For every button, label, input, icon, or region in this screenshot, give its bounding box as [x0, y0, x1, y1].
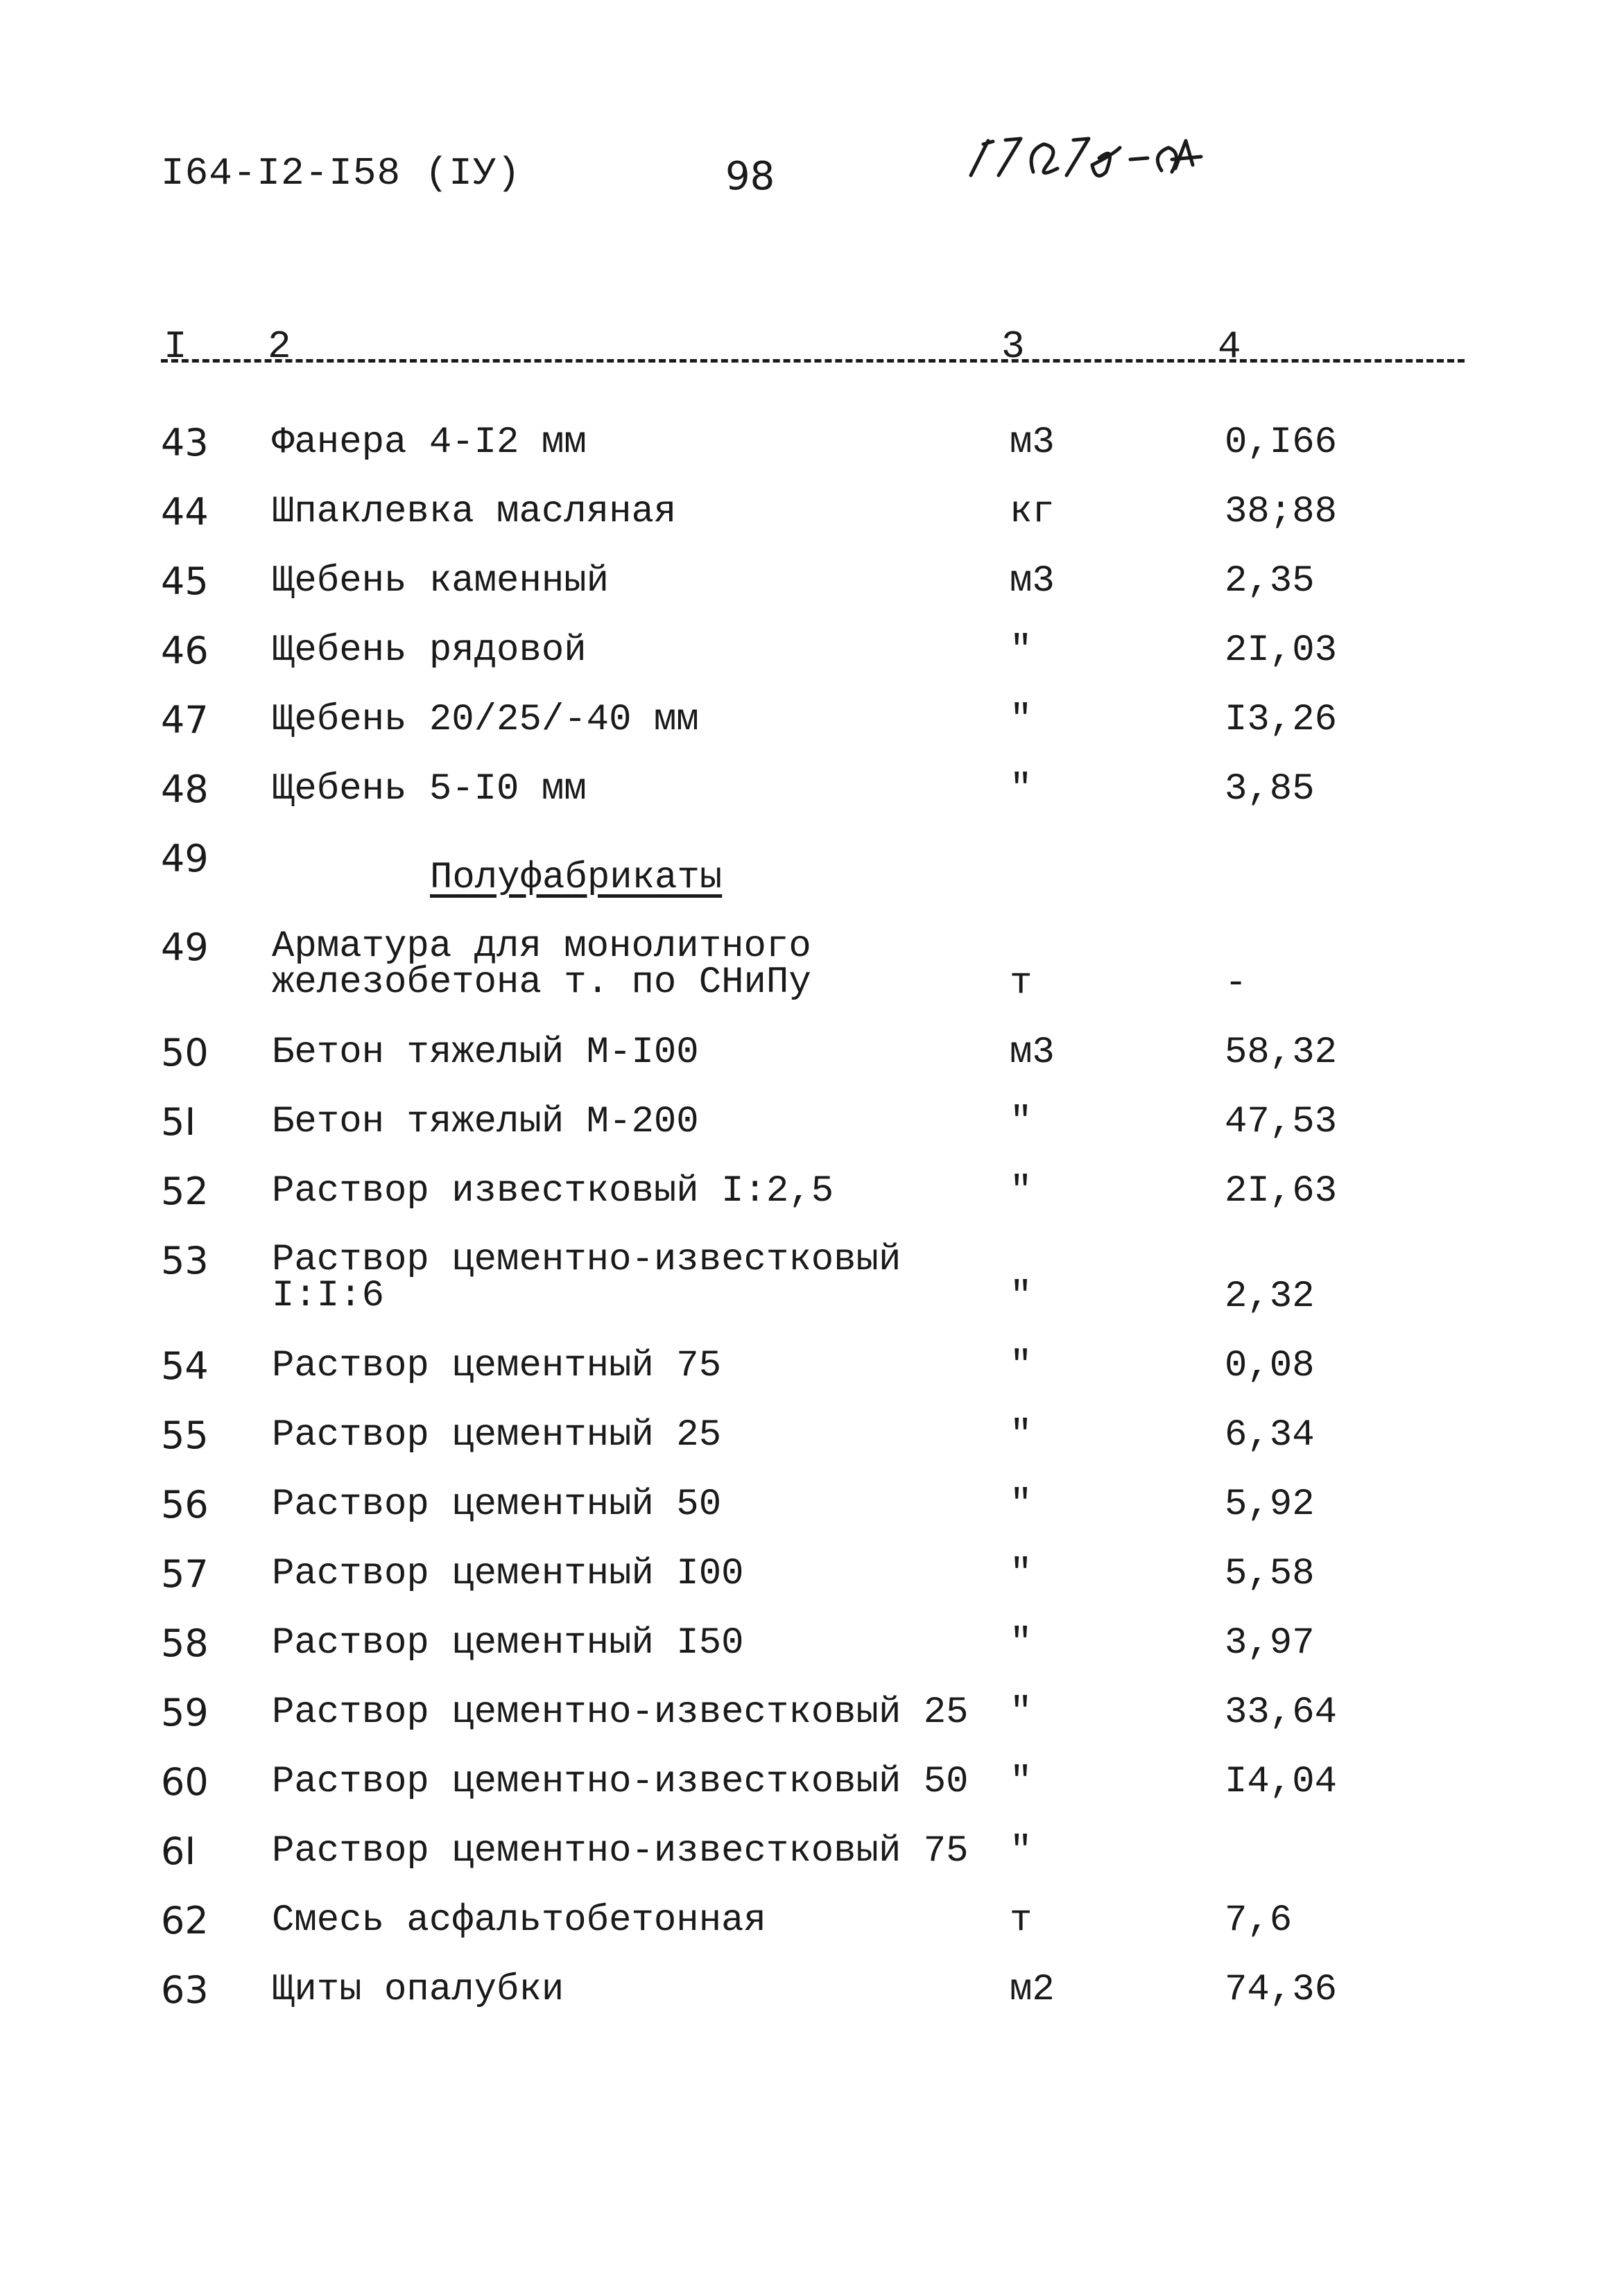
row-value: 33,64	[1225, 1691, 1338, 1734]
table-row	[0, 1621, 1597, 1694]
row-value: 7,6	[1225, 1899, 1293, 1942]
row-unit: т	[1010, 962, 1033, 1004]
page-number: 98	[725, 154, 775, 199]
row-number: 53	[161, 1239, 209, 1282]
row-value: 2,35	[1225, 560, 1315, 602]
row-unit: "	[1010, 1276, 1033, 1318]
column-header-2: 2	[268, 324, 291, 369]
row-number: 63	[161, 1968, 209, 2012]
row-unit: "	[1010, 1345, 1033, 1387]
row-name-line-2: I:I:6	[272, 1275, 385, 1317]
column-header-3: 3	[1001, 324, 1025, 369]
row-number: 44	[161, 490, 209, 534]
row-unit: м3	[1010, 1032, 1055, 1074]
row-name: Фанера 4-I2 мм	[272, 421, 587, 464]
row-name: Раствор цементный 50	[272, 1484, 722, 1526]
row-unit: м3	[1010, 560, 1055, 602]
row-value: -	[1225, 962, 1248, 1004]
section-title: Полуфабрикаты	[430, 857, 723, 899]
row-unit: кг	[1010, 491, 1055, 533]
row-name-line-1: Раствор цементно-известковый	[272, 1239, 901, 1281]
row-name: Раствор известковый I:2,5	[272, 1170, 834, 1212]
row-number: 55	[161, 1414, 209, 1457]
row-number: 59	[161, 1691, 209, 1734]
row-number: 45	[161, 559, 209, 603]
table-row	[0, 1483, 1597, 1556]
row-unit: "	[1010, 1761, 1033, 1803]
table-row	[0, 1899, 1597, 1972]
table-row	[0, 925, 1597, 1004]
row-unit: "	[1010, 1414, 1033, 1456]
row-name: Раствор цементно-известковый 50	[272, 1761, 969, 1803]
row-value: 5,58	[1225, 1553, 1315, 1595]
document-code: I64-I2-I58 (IУ)	[161, 151, 521, 195]
row-unit: "	[1010, 1691, 1033, 1734]
header-divider	[161, 359, 1465, 363]
row-number: 48	[161, 767, 209, 811]
section-row	[0, 837, 1597, 910]
row-value: 3,85	[1225, 768, 1315, 810]
row-number: 50	[161, 1031, 209, 1075]
table-row	[0, 1968, 1597, 2041]
row-unit: м2	[1010, 1969, 1055, 2011]
row-value: I3,26	[1225, 699, 1338, 741]
row-name: Раствор цементно-известковый 25	[272, 1691, 969, 1734]
row-number: 54	[161, 1344, 209, 1388]
row-name-line-2: железобетона т. по СНиПу	[272, 962, 811, 1004]
row-value: 0,I66	[1225, 421, 1338, 464]
table-row	[0, 559, 1597, 632]
row-value: 58,32	[1225, 1032, 1338, 1074]
row-name: Раствор цементный I00	[272, 1553, 744, 1595]
row-value: I4,04	[1225, 1761, 1338, 1803]
column-header-4: 4	[1218, 324, 1241, 369]
row-value: 3,97	[1225, 1622, 1315, 1664]
table-row	[0, 1414, 1597, 1486]
row-name: Щиты опалубки	[272, 1969, 564, 2011]
row-name: Раствор цементный I50	[272, 1622, 744, 1664]
table-row	[0, 1239, 1597, 1318]
table-row	[0, 1552, 1597, 1625]
table-row	[0, 1100, 1597, 1173]
row-number: 46	[161, 629, 209, 672]
table-row	[0, 421, 1597, 494]
table-row	[0, 629, 1597, 702]
row-unit: "	[1010, 699, 1033, 741]
row-number: 62	[161, 1899, 209, 1942]
row-name: Раствор цементный 75	[272, 1345, 722, 1387]
row-unit: "	[1010, 1830, 1033, 1872]
row-unit: "	[1010, 768, 1033, 810]
row-value: 6,34	[1225, 1414, 1315, 1456]
row-number: 56	[161, 1483, 209, 1527]
row-unit: "	[1010, 1170, 1033, 1212]
row-unit: "	[1010, 1484, 1033, 1526]
table-row	[0, 490, 1597, 563]
row-number: 58	[161, 1621, 209, 1665]
row-unit: т	[1010, 1899, 1033, 1942]
row-unit: "	[1010, 629, 1033, 672]
row-value: 0,08	[1225, 1345, 1315, 1387]
row-number: 60	[161, 1760, 209, 1804]
handwritten-note	[957, 116, 1207, 193]
row-name: Смесь асфальтобетонная	[272, 1899, 766, 1942]
row-number: 57	[161, 1552, 209, 1596]
row-number: 5I	[161, 1100, 196, 1144]
table-row	[0, 698, 1597, 771]
row-number: 49	[161, 925, 209, 969]
row-number: 52	[161, 1169, 209, 1213]
row-unit: "	[1010, 1553, 1033, 1595]
table-row	[0, 1169, 1597, 1242]
row-name: Раствор цементно-известковый 75	[272, 1830, 969, 1872]
table-row	[0, 767, 1597, 840]
row-unit: м3	[1010, 421, 1055, 464]
row-number: 6I	[161, 1829, 196, 1873]
row-name: Щебень 20/25/-40 мм	[272, 699, 699, 741]
table-row	[0, 1344, 1597, 1417]
column-header-1: I	[164, 324, 187, 369]
table-row	[0, 1691, 1597, 1764]
row-name: Раствор цементный 25	[272, 1414, 722, 1456]
row-name: Щебень рядовой	[272, 629, 587, 672]
row-value: 74,36	[1225, 1969, 1338, 2011]
row-name: Щебень 5-I0 мм	[272, 768, 587, 810]
row-value: 47,53	[1225, 1101, 1338, 1143]
row-value: 2,32	[1225, 1276, 1315, 1318]
row-value: 2I,63	[1225, 1170, 1338, 1212]
row-value: 5,92	[1225, 1484, 1315, 1526]
row-name	[272, 925, 811, 1004]
row-value: 2I,03	[1225, 629, 1338, 672]
row-value: 38;88	[1225, 491, 1338, 533]
row-number: 43	[161, 421, 209, 464]
row-name: Бетон тяжелый М-200	[272, 1101, 699, 1143]
row-name: Шпаклевка масляная	[272, 491, 677, 533]
row-name-line-1: Арматура для монолитного	[272, 925, 811, 968]
row-number: 47	[161, 698, 209, 742]
table-row	[0, 1760, 1597, 1833]
section-number: 49	[161, 837, 209, 880]
table-row	[0, 1829, 1597, 1902]
row-name: Бетон тяжелый М-I00	[272, 1032, 699, 1074]
table-row	[0, 1031, 1597, 1104]
row-name: Щебень каменный	[272, 560, 610, 602]
row-unit: "	[1010, 1101, 1033, 1143]
row-name	[272, 1239, 901, 1317]
row-unit: "	[1010, 1622, 1033, 1664]
